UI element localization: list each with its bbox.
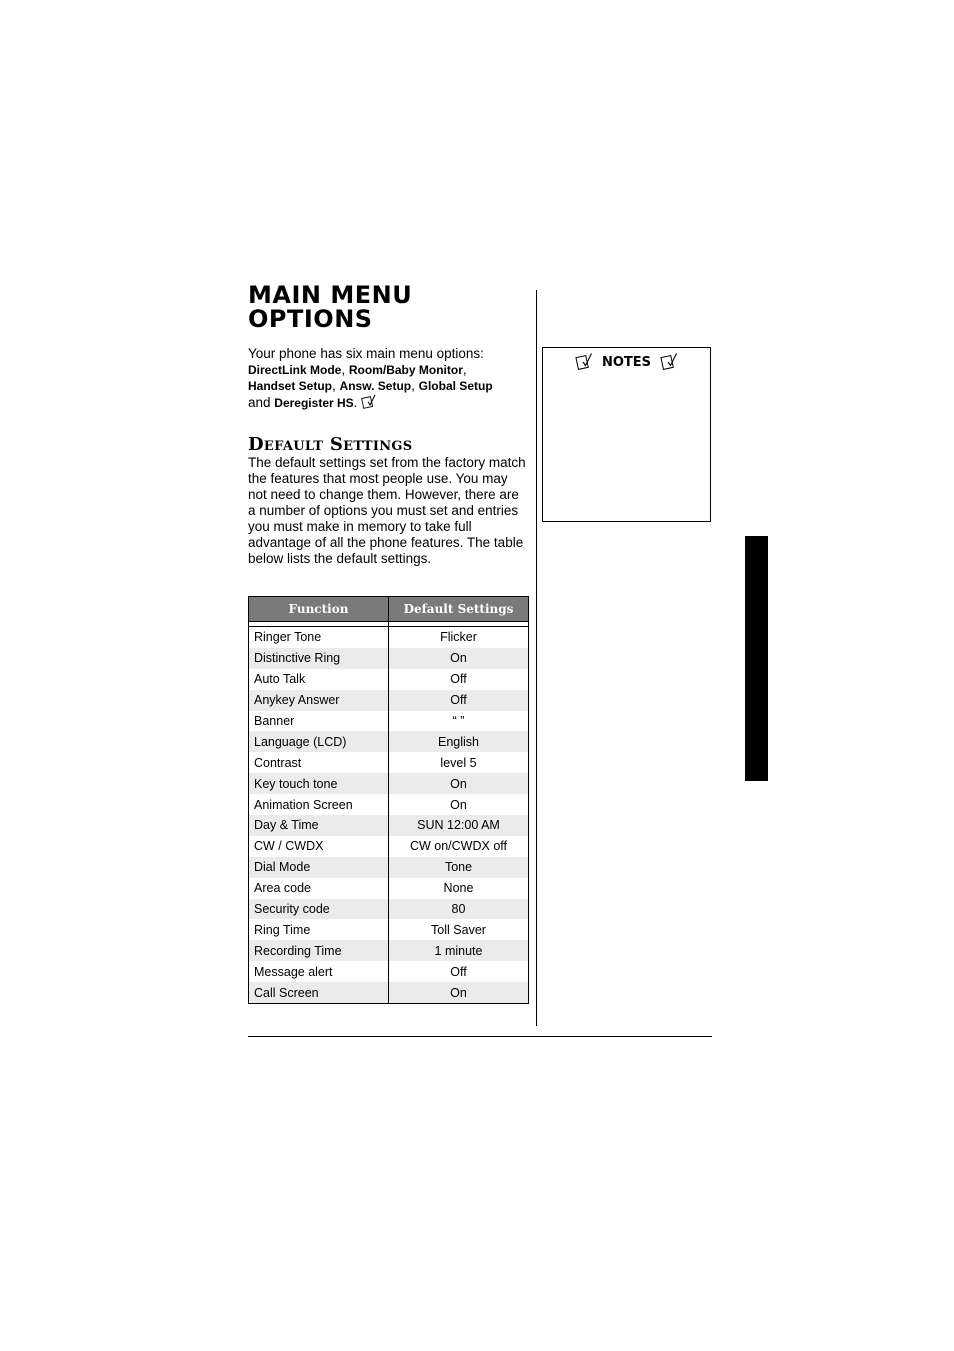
notepad-check-icon — [660, 352, 678, 375]
function-cell: Contrast — [249, 752, 389, 773]
default-value-cell: English — [389, 731, 529, 752]
section-title-default-settings: Default Settings — [248, 434, 413, 455]
function-cell: Language (LCD) — [249, 731, 389, 752]
function-cell: Animation Screen — [249, 794, 389, 815]
function-cell: Anykey Answer — [249, 690, 389, 711]
default-value-cell: Off — [450, 964, 467, 979]
default-value-cell: level 5 — [440, 755, 477, 770]
option-global-setup: Global Setup — [418, 379, 493, 393]
function-cell: Day & Time — [249, 815, 389, 836]
table-row — [249, 731, 529, 752]
option-room-baby-monitor: Room/Baby Monitor — [348, 363, 463, 377]
option-deregister-hs: Deregister HS — [274, 396, 354, 410]
function-cell: Area code — [249, 878, 389, 899]
function-cell: Ring Time — [249, 919, 389, 940]
table-row — [249, 940, 529, 961]
column-header-default-settings: Default Settings — [389, 597, 529, 622]
default-value-cell: 1 minute — [389, 940, 529, 961]
column-divider — [536, 290, 537, 1026]
function-cell: Message alert — [249, 961, 389, 982]
table-row — [249, 961, 529, 982]
main-column — [248, 283, 530, 567]
default-value-cell: SUN 12:00 AM — [389, 815, 529, 836]
default-value-cell: CW on/CWDX off — [409, 839, 507, 854]
table-row — [249, 899, 529, 920]
intro-lead: Your phone has six main menu options: — [248, 346, 484, 361]
default-value-cell: Tone — [389, 857, 529, 878]
default-value-cell: On — [389, 773, 529, 794]
table-row — [249, 982, 529, 1003]
table-row — [249, 794, 529, 815]
intro-and: and — [248, 395, 271, 410]
section-thumb-tab — [745, 536, 768, 781]
default-value-cell: Toll Saver — [431, 922, 486, 937]
footer-rule — [248, 1036, 712, 1037]
table-row — [249, 878, 529, 899]
table-header-row — [249, 597, 529, 622]
default-value-cell: Off — [389, 690, 529, 711]
notes-box — [542, 347, 711, 522]
default-value-cell: None — [443, 881, 474, 896]
default-value-cell: On — [450, 797, 467, 812]
default-value-cell: On — [389, 982, 529, 1003]
table-row — [249, 627, 529, 648]
function-cell: Distinctive Ring — [249, 648, 389, 669]
default-value-cell: On — [389, 648, 529, 669]
page-title — [248, 283, 530, 331]
table-row — [249, 669, 529, 690]
function-cell: Banner — [249, 711, 389, 732]
function-cell: CW / CWDX — [249, 836, 389, 857]
function-cell: Recording Time — [249, 940, 389, 961]
notepad-check-icon — [361, 394, 376, 413]
option-handset-setup: Handset Setup — [248, 379, 333, 393]
function-cell: Call Screen — [249, 982, 389, 1003]
default-settings-description: The default settings set from the factory match the features that most people use. You may not need to change them. However, there are a number of options you must set and entries you must make in memory to take full advantage of all the phone features. The table below lists the default settings. — [248, 455, 526, 566]
default-value-cell: Flicker — [440, 630, 477, 645]
default-value-cell: Off — [450, 672, 467, 687]
table-row — [249, 648, 529, 669]
function-cell: Security code — [249, 899, 389, 920]
notes-header — [543, 352, 710, 375]
notepad-check-icon — [575, 352, 593, 375]
table-row — [249, 815, 529, 836]
default-settings-table — [248, 596, 529, 1004]
table-row — [249, 919, 529, 940]
option-directlink: DirectLink Mode — [248, 363, 342, 377]
table-row — [249, 711, 529, 732]
intro-paragraph: Your phone has six main menu options: DirectLink Mode, Room/Baby Monitor, Handset Setup, Answ. Setup, Global Setup and Deregister HS. — [248, 346, 530, 413]
table-row — [249, 773, 529, 794]
function-cell: Dial Mode — [249, 857, 389, 878]
function-cell: Key touch tone — [249, 773, 389, 794]
option-answ-setup: Answ. Setup — [339, 379, 412, 393]
table-row — [249, 690, 529, 711]
column-header-function: Function — [249, 597, 389, 622]
notes-label: NOTES — [601, 355, 652, 370]
default-value-cell: 80 — [389, 899, 529, 920]
table-row — [249, 836, 529, 857]
page-title-line-1: MAIN MENU — [248, 281, 413, 309]
function-cell: Ringer Tone — [249, 627, 389, 648]
page-title-line-2: OPTIONS — [248, 305, 373, 333]
table-row — [249, 752, 529, 773]
default-value-cell: “ ” — [452, 714, 465, 728]
function-cell: Auto Talk — [249, 669, 389, 690]
table-row — [249, 857, 529, 878]
